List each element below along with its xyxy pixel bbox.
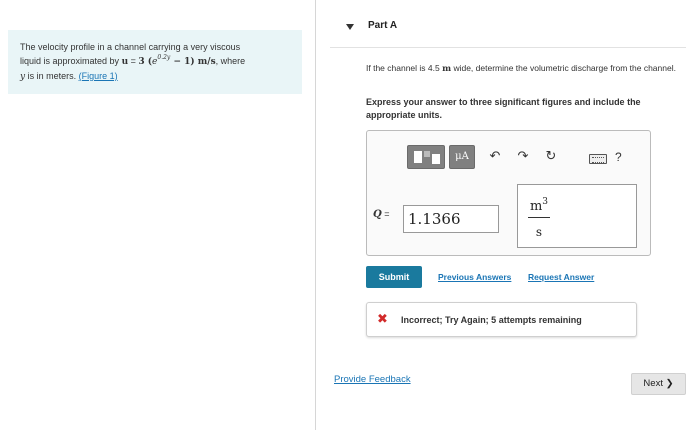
exponential-base: e (152, 57, 158, 67)
reset-icon[interactable]: ↻ (545, 149, 557, 164)
answer-value-input[interactable]: 1.1366 (403, 205, 499, 233)
help-button[interactable]: ? (615, 150, 622, 164)
undo-icon[interactable]: ↶ (489, 149, 501, 164)
next-button[interactable] (631, 373, 686, 395)
y-variable: y (20, 72, 26, 82)
answer-box (366, 130, 651, 256)
template-icon (432, 154, 440, 164)
question-text (366, 62, 684, 76)
units-numerator-base: m (529, 199, 543, 214)
template-icon (424, 151, 430, 157)
units-numerator (526, 197, 552, 214)
problem-line-2 (20, 54, 294, 69)
answer-instruction: Express your answer to three significant figures and include the appropriate units. (366, 97, 641, 120)
units-button[interactable]: μA (449, 145, 475, 169)
feedback-message: Incorrect; Try Again; 5 attempts remaining (401, 315, 582, 325)
units-denominator: s (535, 225, 543, 239)
minus-one: − 1) (170, 57, 195, 67)
question-unit: m (442, 64, 452, 74)
question-text-fragment: If the channel is 4.5 (366, 63, 443, 73)
submit-button[interactable]: Submit (366, 266, 422, 288)
provide-feedback-link[interactable]: Provide Feedback (334, 374, 411, 385)
problem-text-fragment: , where (215, 56, 246, 66)
incorrect-icon: ✖ (377, 312, 388, 327)
request-answer-link[interactable]: Request Answer (528, 272, 595, 282)
problem-line-3 (20, 69, 294, 84)
problem-statement-panel (8, 30, 302, 94)
figure-link[interactable]: (Figure 1) (78, 71, 118, 81)
problem-line-1: The velocity profile in a channel carrying a very viscous (20, 42, 241, 52)
velocity-unit: m/s (194, 57, 216, 67)
template-icon (414, 151, 422, 163)
answer-units-input[interactable] (517, 184, 637, 248)
feedback-box (366, 302, 637, 337)
units-numerator-exponent: 3 (542, 197, 549, 207)
open-paren: ( (144, 57, 153, 67)
velocity-variable: u (121, 57, 129, 67)
part-header[interactable] (330, 8, 686, 48)
previous-answers-link[interactable]: Previous Answers (438, 272, 512, 282)
next-label: Next (643, 378, 663, 389)
exponent: 0.2y (157, 54, 171, 61)
chevron-right-icon: ❯ (665, 378, 674, 389)
units-fraction (526, 189, 550, 245)
answer-variable-label (373, 209, 389, 220)
collapse-caret-icon[interactable] (346, 24, 354, 30)
answer-variable: Q (373, 209, 382, 220)
answer-equals: = (381, 209, 390, 219)
templates-button[interactable] (407, 145, 445, 169)
equals-sign: = (128, 56, 139, 66)
coefficient: 3 (138, 57, 145, 67)
keyboard-icon[interactable] (589, 154, 607, 164)
problem-text-fragment: is in meters. (25, 71, 79, 81)
question-text-fragment: wide, determine the volumetric discharge from the channel. (451, 63, 676, 73)
problem-text-fragment: liquid is approximated by (20, 56, 122, 66)
part-title: Part A (368, 20, 398, 31)
fraction-bar (528, 217, 550, 218)
panel-divider (315, 0, 316, 430)
redo-icon[interactable]: ↷ (517, 149, 529, 164)
